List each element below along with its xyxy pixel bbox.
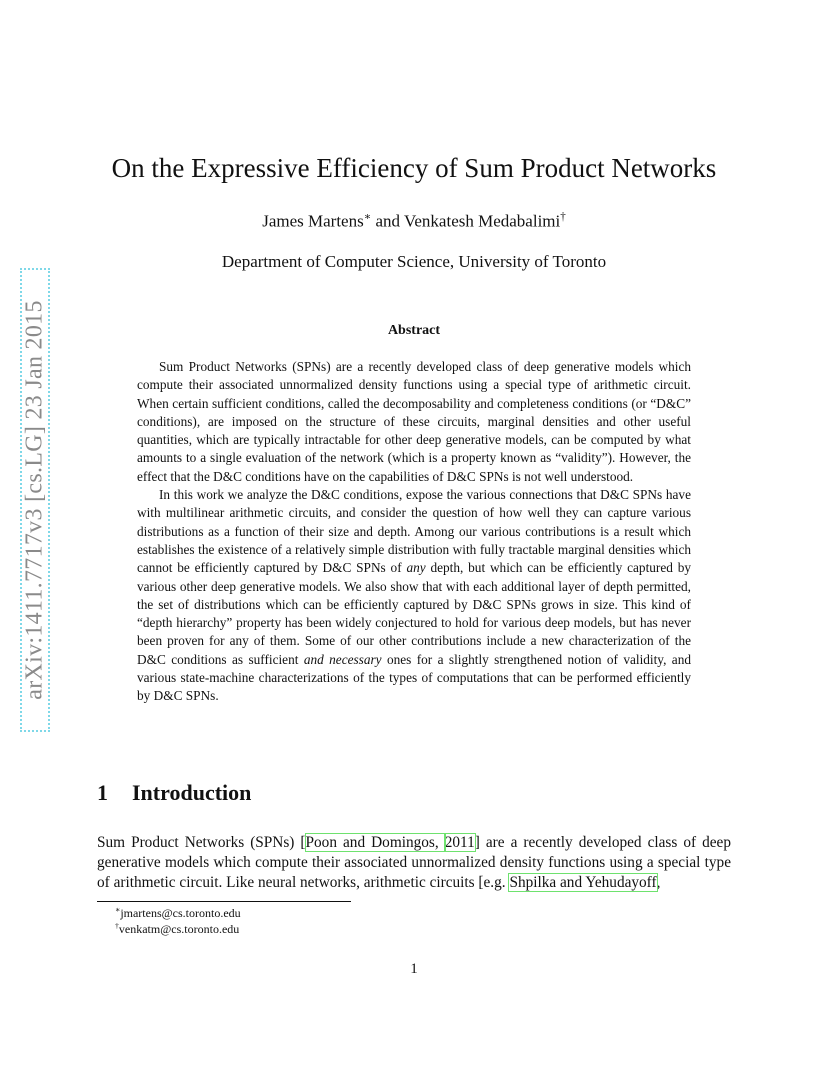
paper-title: On the Expressive Efficiency of Sum Product Networks	[111, 153, 717, 183]
author-medabalimi: Venkatesh Medabalimi	[403, 211, 561, 231]
author-line	[0, 210, 828, 232]
footnote-email-2: venkatm@cs.toronto.edu	[118, 922, 240, 936]
citation-name: Poon and Domingos	[305, 834, 435, 851]
footnote-mark-2: †	[115, 921, 119, 930]
abstract-p2-text-2: depth, but which can be efficiently captured by various other deep generative models. We also show that with each additional layer of depth permitted, the set of distributions which can be efficiently captured by D&C SPNs grows in size. This kind of “depth hierarchy” property has been widely conjectured to hold for various deep models, but has never been proven for any of them. Some of our other contributions include a new characterization of the D&C conditions as sufficient	[137, 560, 691, 667]
abstract-paragraph-2	[137, 486, 691, 706]
section-number: 1	[97, 780, 108, 805]
abstract-heading: Abstract	[387, 323, 441, 338]
abstract-p2-emphasis-any: any	[406, 560, 426, 576]
footnote-mark-1: ∗	[115, 905, 121, 914]
footnote-1	[115, 905, 241, 921]
abstract-p2-emphasis-necessary: and necessary	[303, 651, 382, 667]
page-number: 1	[410, 961, 418, 977]
citation-link-2011[interactable]: 2011	[444, 834, 475, 851]
author-connector: and	[371, 211, 404, 231]
intro-text-2: ] are a recently developed class of deep generative models which compute their associated unnormalized density functions using a special type of arithmetic circuit. Like neural networks, arithmetic circuits [e.g.	[97, 834, 731, 891]
footnote-rule	[97, 901, 351, 902]
section-title: Introduction	[132, 780, 252, 805]
abstract-body	[137, 358, 691, 706]
citation-link-poon-domingos[interactable]	[306, 834, 445, 851]
citation-link-shpilka-yehudayoff[interactable]: Shpilka and Yehudayoff	[509, 874, 657, 891]
intro-text-1: Sum Product Networks (SPNs) [	[97, 834, 306, 851]
arxiv-identifier: arXiv:1411.7717v3 [cs.LG] 23 Jan 2015	[21, 300, 48, 700]
author-mark-2: †	[560, 211, 566, 223]
footnote-2	[115, 921, 239, 937]
abstract-p2-text-3: ones for a slightly strengthened notion of validity, and various state-machine characterizations of the types of computations that can be performed efficiently by D&C SPNs.	[137, 651, 691, 704]
citation-separator: ,	[434, 834, 445, 851]
intro-paragraph	[97, 833, 731, 893]
abstract-paragraph-1: Sum Product Networks (SPNs) are a recently developed class of deep generative models which compute their associated unnormalized density functions using a special type of arithmetic circuit. When certain sufficient conditions, called the decomposability and completeness conditions (or “D&C” conditions), are imposed on the structure of these circuits, marginal densities and other useful quantities, which are typically intractable for other deep generative models, can be computed by what amounts to a single evaluation of the network (which is a property known as “validity”). However, the effect that the D&C conditions have on the capabilities of D&C SPNs is not well understood.	[137, 359, 691, 484]
affiliation: Department of Computer Science, University of Toronto	[221, 252, 607, 271]
abstract-p2-text-1: In this work we analyze the D&C conditions, expose the various connections that D&C SPNs have with multilinear arithmetic circuits, and consider the question of how well they can capture various distributions as a function of their size and depth. Among our various contributions is a result which establishes the existence of a relatively simple distribution with fully tractable marginal densities which cannot be efficiently captured by D&C SPNs of	[137, 487, 691, 576]
author-martens: James Martens	[262, 211, 364, 231]
intro-text-3: ,	[656, 874, 661, 891]
footnote-email-1: jmartens@cs.toronto.edu	[120, 906, 241, 920]
section-heading	[97, 780, 251, 806]
author-mark-1: ∗	[363, 211, 372, 223]
